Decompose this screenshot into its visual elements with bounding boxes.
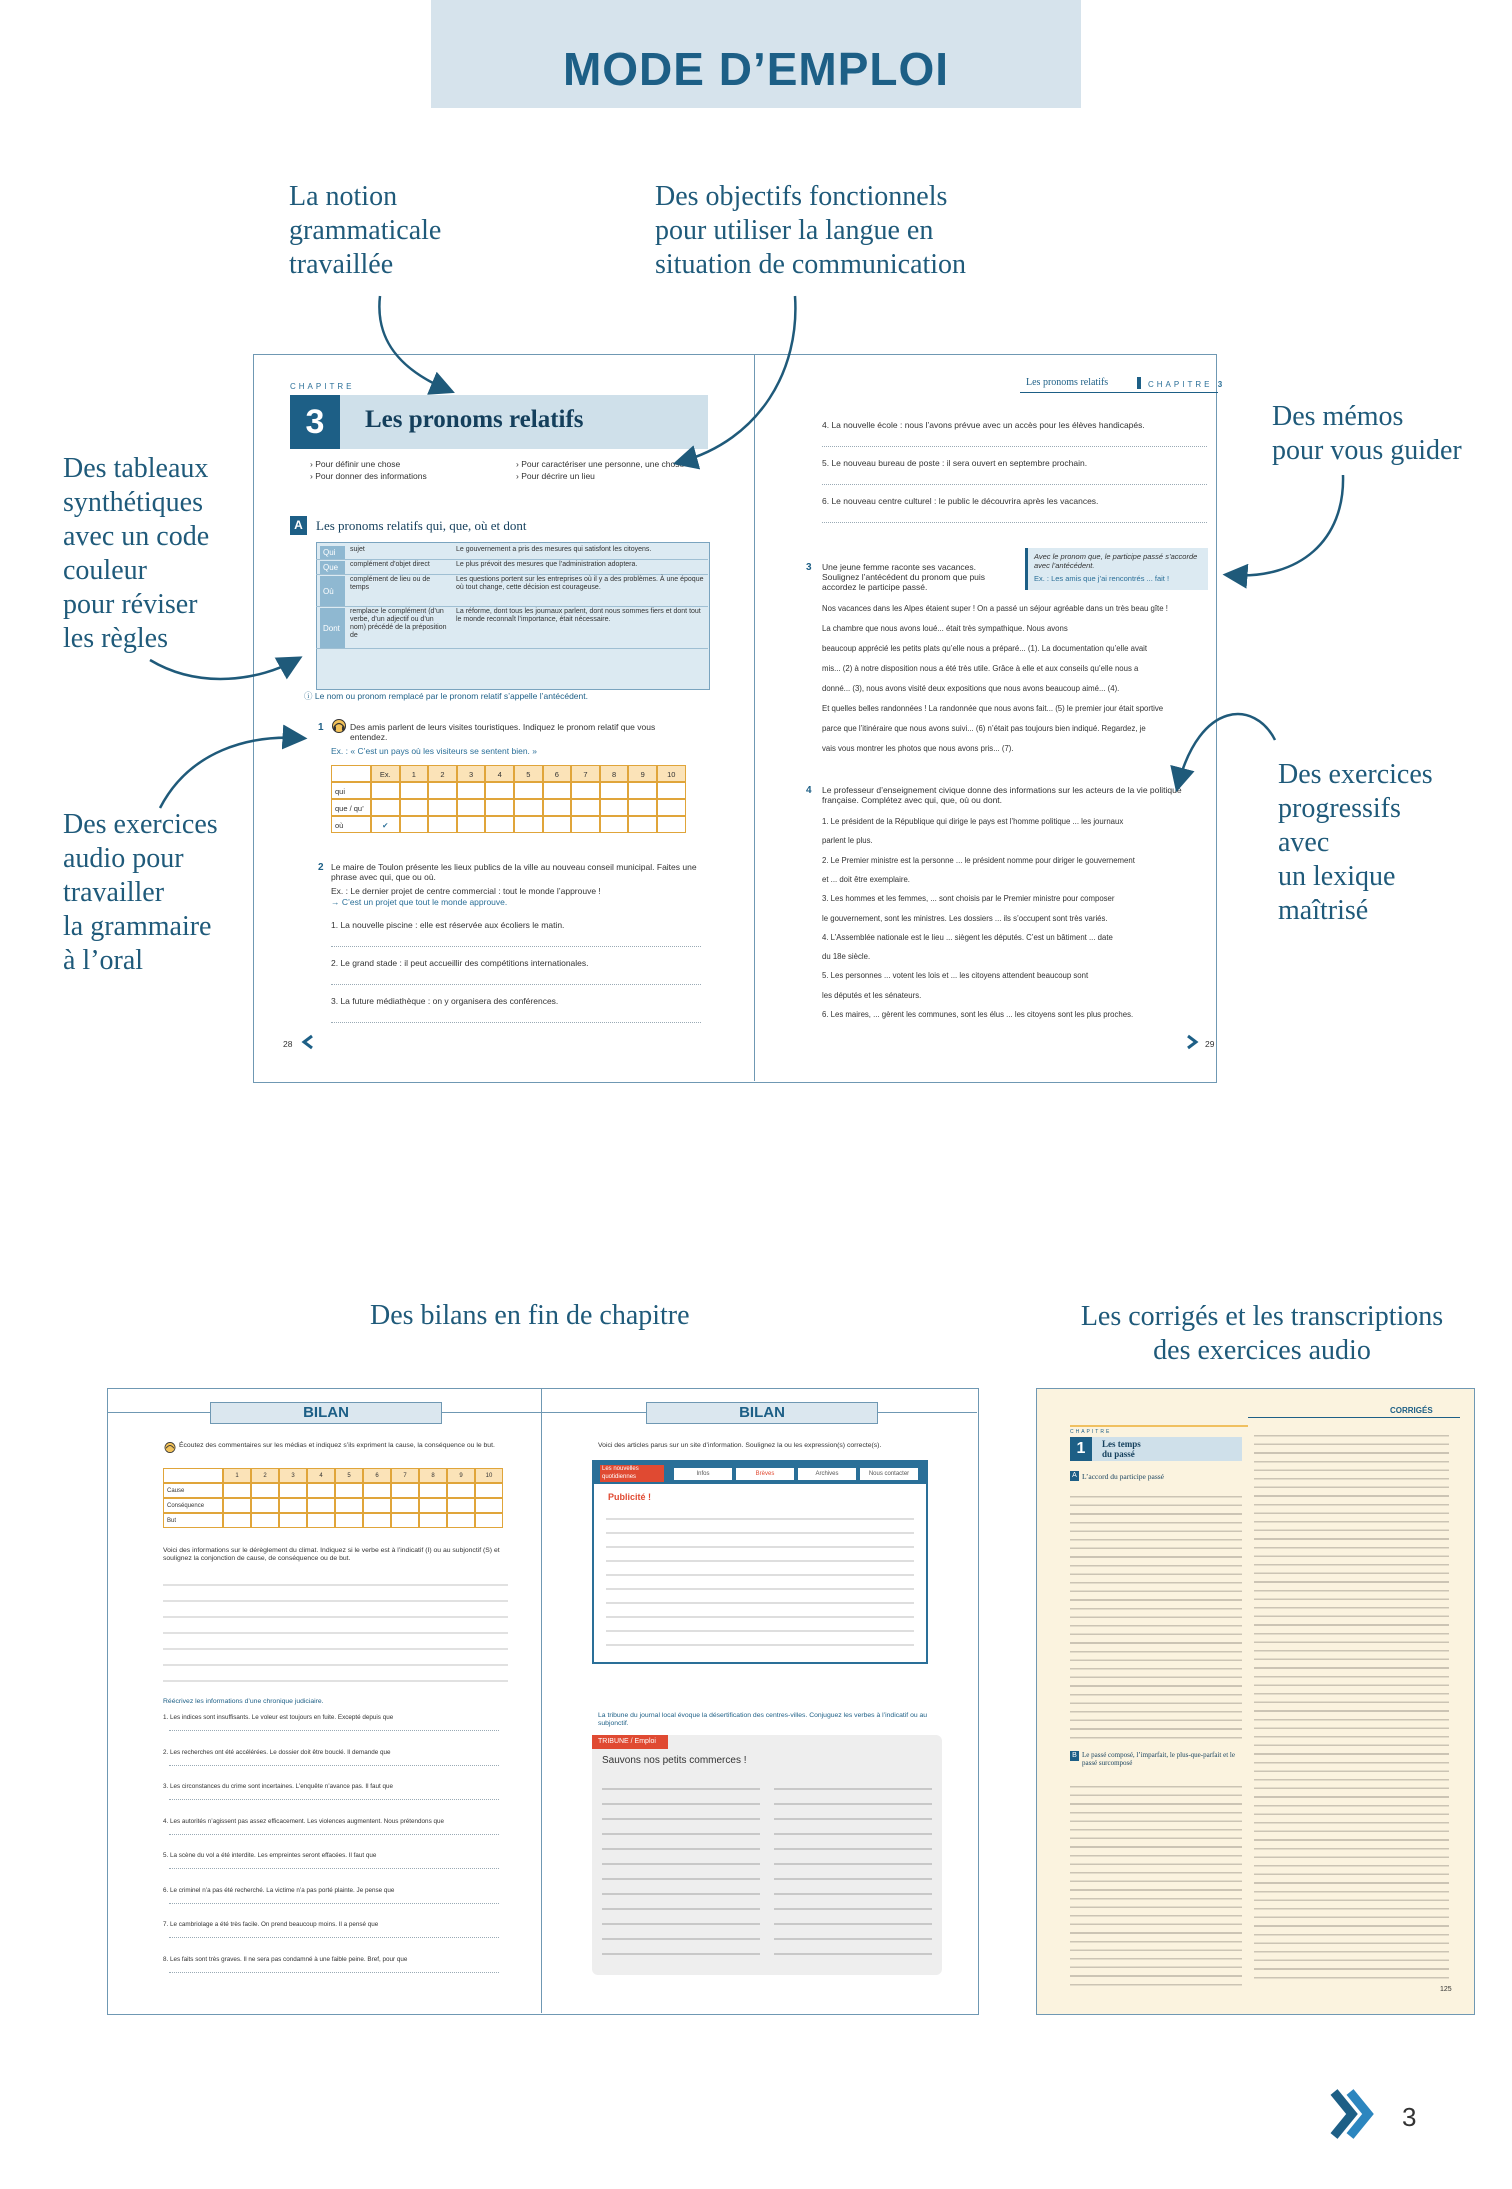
answer-line[interactable] (169, 1868, 499, 1869)
corriges-col-right (1254, 1428, 1449, 1983)
table-pronoun: Dont (320, 608, 345, 648)
bilan-grid-cell: 7 (391, 1468, 419, 1483)
bilan-grid-cell[interactable] (251, 1513, 279, 1528)
bilan-item: 4. Les autorités n’agissent pas assez efficacement. Les violences augmentent. Nous prétendons que (163, 1817, 444, 1825)
bilan-grid-cell: 4 (307, 1468, 335, 1483)
ex3-instruction: Une jeune femme raconte ses vacances. Soulignez l’antécédent du pronom que puis accordez le participe passé. (822, 562, 986, 592)
grid-cell[interactable] (457, 799, 486, 816)
chevron-double-icon (1330, 2088, 1380, 2145)
table-example: Le gouvernement a pris des mesures qui satisfont les citoyens. (456, 546, 652, 553)
ex3-line: Nos vacances dans les Alpes étaient super ! On a passé un séjour agréable dans un très beau gîte ! (822, 604, 1168, 613)
table-function: sujet (350, 546, 365, 553)
ex3-line: donné... (3), nous avons visité deux expositions que nous avons beaucoup aimé... (4). (822, 684, 1120, 693)
article-text (606, 1506, 914, 1656)
grid-cell: qui (331, 782, 371, 799)
bilan-grid-cell[interactable] (279, 1483, 307, 1498)
corriges-col-left (1070, 1425, 1248, 1997)
ex3-line: Et quelles belles randonnées ! La randonnée que nous avons fait... (5) le premier jour était sportive (822, 704, 1164, 713)
table-pronoun: Qui (320, 546, 345, 559)
site-logo: Les nouvelles quotidiennes (600, 1465, 664, 1482)
callout-audio: Des exercices audio pour travailler la grammaire à l’oral (63, 809, 218, 976)
answer-line[interactable] (822, 484, 1207, 485)
grid-cell[interactable]: ✔ (371, 816, 400, 833)
grid-cell[interactable] (657, 799, 686, 816)
ex3-number: 3 (806, 562, 812, 573)
ex3-line: beaucoup apprécié les petits plats qu’elle nous a préparé... (1). La documentation qu’elle avait (822, 644, 1148, 653)
ex2-instruction: Le maire de Toulon présente les lieux publics de la ville au nouveau conseil municipal. Faites une phrase avec qui, que ou où. (331, 862, 697, 882)
ex1-number: 1 (318, 722, 324, 733)
ex4-line: parlent le plus. (822, 836, 873, 846)
bilan-right-ex1: Voici des articles parus sur un site d’information. Soulignez la ou les expression(s) correcte(s). (598, 1442, 882, 1449)
bilan-grid-cell: 2 (251, 1468, 279, 1483)
bilan-grid-cell[interactable] (419, 1513, 447, 1528)
ex3-line: parce que l’itinéraire que nous avons suivi... (6) n’était pas toujours bien indiqué. Regardez, je (822, 724, 1146, 733)
corriges-header-rule (1248, 1417, 1460, 1418)
table-example: La réforme, dont tous les journaux parlent, dont nous sommes fiers et dont tout le monde reconnaît l’importance, était nécessaire. (456, 608, 701, 623)
ex3-line: vais vous montrer les photos que nous avons pris... (7). (822, 744, 1014, 753)
page-number-right: 29 (1205, 1039, 1215, 1049)
objective-4: › Pour décrire un lieu (516, 471, 595, 481)
ex4-line: 5. Les personnes ... votent les lois et ... les citoyens attendent beaucoup sont (822, 971, 1089, 981)
bilan-grid-cell[interactable] (307, 1498, 335, 1513)
ex1-example: Ex. : « C’est un pays où les visiteurs se sentent bien. » (331, 746, 537, 756)
tribune-col-1 (602, 1775, 760, 1965)
ex1-answer-grid (331, 765, 686, 845)
bilan-grid-cell[interactable] (475, 1483, 503, 1498)
ex4-line: 3. Les hommes et les femmes, ... sont choisis par le Premier ministre pour composer (822, 894, 1115, 904)
corriges-chapter-title: Les temps du passé (1102, 1439, 1141, 1459)
arrow-icon (1230, 475, 1343, 575)
grid-header-cell: 2 (428, 765, 457, 782)
table-function: remplace le complément (d’un verbe, d’un adjectif ou d’un nom) précédé de la préposition de (350, 608, 447, 639)
grid-cell[interactable] (428, 816, 457, 833)
bilan-grid-cell[interactable] (279, 1498, 307, 1513)
corriges-chapter-num: 1 (1070, 1437, 1092, 1461)
grid-cell[interactable] (485, 782, 514, 799)
callout-progressifs: Des exercices progressifs avec un lexique maîtrisé (1278, 759, 1433, 926)
ex2-item: 1. La nouvelle piscine : elle est réservée aux écoliers le matin. (331, 920, 565, 930)
grid-cell[interactable] (657, 816, 686, 833)
bilan-grid-cell[interactable] (363, 1483, 391, 1498)
website-mock (592, 1460, 928, 1664)
bilan-grid-cell[interactable] (447, 1483, 475, 1498)
chapter-number: 3 (290, 395, 340, 449)
grid-cell[interactable] (485, 816, 514, 833)
callout-objectifs: Des objectifs fonctionnels pour utiliser la langue en situation de communication (655, 181, 967, 280)
grid-cell[interactable] (571, 799, 600, 816)
bilan-grid-cell: But (163, 1513, 223, 1528)
ex1-instruction: Des amis parlent de leurs visites touristiques. Indiquez le pronom relatif que vous entendez. (350, 722, 656, 742)
tribune-label: TRIBUNE / Emploi (592, 1735, 668, 1749)
ex4-number: 4 (806, 785, 812, 796)
bilan-grid-cell[interactable] (335, 1483, 363, 1498)
grid-cell[interactable] (571, 782, 600, 799)
grid-header-cell: 1 (400, 765, 429, 782)
ex2-example: Ex. : Le dernier projet de centre commercial : tout le monde l’approuve ! (331, 886, 601, 896)
table-pronoun: Que (320, 561, 345, 574)
table-row (316, 561, 708, 575)
grid-cell[interactable] (571, 816, 600, 833)
ex2-item: 2. Le grand stade : il peut accueillir des compétitions internationales. (331, 958, 589, 968)
table-row (316, 608, 708, 649)
grid-header-cell: 4 (485, 765, 514, 782)
grid-cell[interactable] (428, 782, 457, 799)
grid-cell[interactable] (628, 816, 657, 833)
tribune-col-2 (774, 1775, 932, 1965)
site-tab[interactable]: Nous contacter (860, 1468, 918, 1480)
grid-cell[interactable] (485, 799, 514, 816)
answer-line[interactable] (169, 1765, 499, 1766)
bilan-grid-cell: Cause (163, 1483, 223, 1498)
answer-line[interactable] (331, 1022, 701, 1023)
bilan-tab-right: BILAN (646, 1402, 878, 1424)
corriges-text-b (1070, 1779, 1242, 1989)
grid-header-cell: 5 (514, 765, 543, 782)
grid-cell[interactable] (371, 799, 400, 816)
corriges-chapter-label: CHAPITRE (1070, 1429, 1112, 1435)
corriges-sec-a-title: L’accord du participe passé (1082, 1472, 1164, 1481)
grid-header-cell: 3 (457, 765, 486, 782)
site-article-title: Publicité ! (608, 1492, 652, 1502)
corriges-sec-a: A (1070, 1471, 1079, 1481)
bilan-grid-cell: 6 (363, 1468, 391, 1483)
spread-spine (754, 354, 755, 1081)
grid-cell[interactable] (600, 799, 629, 816)
bilans-label: Des bilans en fin de chapitre (370, 1300, 690, 1331)
corriges-page-number: 125 (1440, 1986, 1452, 1993)
page-title: MODE D’EMPLOI (562, 43, 950, 95)
bilan-grid-cell[interactable] (251, 1498, 279, 1513)
bilan-grid-cell: Conséquence (163, 1498, 223, 1513)
bilan-grid-cell[interactable] (223, 1483, 251, 1498)
header-bar (1137, 377, 1141, 389)
grid-cell[interactable] (371, 782, 400, 799)
ex4-line: 4. L’Assemblée nationale est le lieu ... siègent les députés. C’est un bâtiment ... date (822, 932, 1113, 942)
bilan-grid-cell[interactable] (335, 1498, 363, 1513)
bilan-grid-cell[interactable] (363, 1513, 391, 1528)
bilan-grid-cell: 9 (447, 1468, 475, 1483)
bilan-item: 8. Les faits sont très graves. Il ne sera pas condamné à une faible peine. Bref, pour que (163, 1955, 408, 1963)
grid-cell[interactable] (457, 816, 486, 833)
headphones-icon[interactable] (330, 719, 348, 733)
bilan-grid-cell[interactable] (419, 1498, 447, 1513)
bilan-grid-cell[interactable] (475, 1498, 503, 1513)
chapter-label: CHAPITRE (290, 382, 355, 391)
site-tab[interactable]: Archives (798, 1468, 856, 1480)
bilan-ex2: Voici des informations sur le dérèglement du climat. Indiquez si le verbe est à l’indicatif (I) ou au subjonctif (S) et soulignez la conjonction de cause, de conséquence ou de but. (163, 1547, 500, 1562)
chevron-right-icon[interactable] (1184, 1034, 1200, 1055)
site-tabs (674, 1468, 924, 1480)
tribune-box (592, 1735, 942, 1975)
table-row (316, 546, 708, 560)
callout-memos: Des mémos pour vous guider (1272, 401, 1462, 466)
grid-header-cell: 9 (628, 765, 657, 782)
bilan-grid-cell[interactable] (391, 1483, 419, 1498)
answer-line[interactable] (169, 1799, 499, 1800)
bilan-grid-cell[interactable] (419, 1483, 447, 1498)
answer-line[interactable] (169, 1937, 499, 1938)
bilan-item: 7. Le cambriolage a été très facile. On prend beaucoup moins. Il a pensé que (163, 1921, 379, 1928)
memo-example: Ex. : Les amis que j’ai rencontrés ... fait ! (1034, 574, 1170, 583)
grid-cell[interactable] (628, 799, 657, 816)
chevron-left-icon[interactable] (300, 1034, 316, 1055)
bilan-grid-cell[interactable] (335, 1513, 363, 1528)
bilan-answer-grid (163, 1468, 503, 1524)
bilan-grid-cell[interactable] (391, 1513, 419, 1528)
objective-1: › Pour définir une chose (310, 459, 401, 469)
ex4-line: 1. Le président de la République qui dirige le pays est l’homme politique ... les journaux (822, 817, 1124, 826)
grid-cell[interactable] (400, 782, 429, 799)
grid-cell[interactable] (400, 799, 429, 816)
corriges-sec-b-title: Le passé composé, l’imparfait, le plus-que-parfait et le passé surcomposé (1082, 1751, 1235, 1767)
callout-notion: La notion grammaticale travaillée (289, 181, 442, 280)
answer-line[interactable] (822, 522, 1207, 523)
grid-cell[interactable] (514, 799, 543, 816)
grid-cell[interactable] (543, 816, 572, 833)
grid-header-cell (331, 765, 371, 782)
grid-cell[interactable] (628, 782, 657, 799)
bilan-grid-cell[interactable] (363, 1498, 391, 1513)
page-number-left: 28 (283, 1039, 293, 1049)
grid-cell[interactable] (600, 782, 629, 799)
ex-item: 5. Le nouveau bureau de poste : il sera ouvert en septembre prochain. (822, 458, 1088, 468)
text-lines (163, 1570, 508, 1690)
grid-cell[interactable] (543, 782, 572, 799)
answer-line[interactable] (169, 1903, 499, 1904)
grid-cell[interactable] (457, 782, 486, 799)
bilan-item: 2. Les recherches ont été accélérées. Le dossier doit être bouclé. Il demande que (163, 1748, 391, 1756)
bilan-grid-cell: 5 (335, 1468, 363, 1483)
grid-cell[interactable] (428, 799, 457, 816)
corriges-label: Les corrigés et les transcriptions des exercices audio (1080, 1301, 1444, 1366)
objective-2: › Pour donner des informations (310, 471, 427, 481)
corriges-sec-b: B (1070, 1751, 1079, 1761)
ex2-answer: → C’est un projet que tout le monde approuve. (331, 897, 508, 907)
bilan-grid-cell[interactable] (307, 1513, 335, 1528)
bilan-grid-cell: 3 (279, 1468, 307, 1483)
grid-cell[interactable] (514, 782, 543, 799)
bilan-ex1: Écoutez des commentaires sur les médias et indiquez s’ils expriment la cause, la conséquence ou le but. (179, 1442, 495, 1449)
bilan-grid-cell[interactable] (475, 1513, 503, 1528)
grid-cell: où (331, 816, 371, 833)
grid-cell[interactable] (657, 782, 686, 799)
answer-line[interactable] (169, 1972, 499, 1973)
memo-text: Avec le pronom que, le participe passé s’accorde avec l’antécédent. (1034, 552, 1198, 570)
table-example: Les questions portent sur les entreprises où il y a des problèmes. À une époque où tout change, cette décision est courageuse. (456, 576, 704, 591)
grid-cell[interactable] (543, 799, 572, 816)
grid-header-cell: 10 (657, 765, 686, 782)
ex4-line: le gouvernement, sont les ministres. Les dossiers ... ils s’occupent sont très variés. (822, 913, 1108, 923)
grid-header-cell: 7 (571, 765, 600, 782)
bilan-grid-cell[interactable] (223, 1498, 251, 1513)
grid-header-cell: Ex. (371, 765, 400, 782)
ex4-instruction: Le professeur d’enseignement civique donne des informations sur les acteurs de la vie politique française. Complétez avec qui, que, où ou dont. (822, 785, 1182, 805)
running-chapter-label: CHAPITRE 3 (1148, 380, 1226, 389)
corriges-text-a (1070, 1489, 1242, 1739)
ex4-line: et ... doit être exemplaire. (822, 874, 910, 884)
grid-header-cell: 6 (543, 765, 572, 782)
header-rule (1020, 392, 1218, 393)
ex3-line: La chambre que nous avons loué... était très sympathique. Nous avons (822, 624, 1068, 633)
bilan-grid-cell[interactable] (307, 1483, 335, 1498)
callout-tableaux: Des tableaux synthétiques avec un code couleur pour réviser les règles (63, 453, 210, 654)
ex4-line: 6. Les maires, ... gèrent les communes, sont les élus ... les citoyens sont les plus proches. (822, 1010, 1134, 1019)
bilan-grid-cell[interactable] (279, 1513, 307, 1528)
ex4-line: les députés et les sénateurs. (822, 990, 922, 1000)
objective-3: › Pour caractériser une personne, une chose (516, 459, 685, 469)
section-a-title: Les pronoms relatifs qui, que, où et dont (316, 518, 527, 533)
bilan-item: 3. Les circonstances du crime sont incertaines. L’enquête n’avance pas. Il faut que (163, 1783, 393, 1790)
bilan-grid-cell: 1 (223, 1468, 251, 1483)
bilan-grid-cell[interactable] (251, 1483, 279, 1498)
bilan-grid-cell: 10 (475, 1468, 503, 1483)
grid-cell[interactable] (514, 816, 543, 833)
page-number: 3 (1402, 2102, 1417, 2132)
bilan-spine (541, 1388, 542, 2013)
memo-box (1025, 548, 1208, 590)
table-function: complément d’objet direct (350, 561, 430, 568)
bilan-item: 1. Les indices sont insuffisants. Le voleur est toujours en fuite. Excepté depuis que (163, 1714, 394, 1721)
ex-item: 6. Le nouveau centre culturel : le public le découvrira après les vacances. (822, 496, 1099, 506)
table-row (316, 576, 708, 607)
bilan-grid-cell[interactable] (447, 1498, 475, 1513)
bilan-ex3: Réécrivez les informations d’une chronique judiciaire. (163, 1698, 324, 1705)
bilan-tab-left: BILAN (210, 1402, 442, 1424)
table-function: complément de lieu ou de temps (350, 576, 431, 591)
answer-line[interactable] (169, 1834, 499, 1835)
answer-line[interactable] (169, 1730, 499, 1731)
ex-item: 4. La nouvelle école : nous l’avons prévue avec un accès pour les élèves handicapés. (822, 420, 1145, 430)
grid-cell: que / qu’ (331, 799, 371, 816)
table-pronoun: Où (320, 576, 345, 606)
section-a-badge: A (290, 516, 307, 535)
bilan-grid-cell[interactable] (391, 1498, 419, 1513)
site-tab[interactable]: Brèves (736, 1468, 794, 1480)
ex4-line: 2. Le Premier ministre est la personne ... le président nomme pour diriger le gouvernement (822, 855, 1135, 865)
bilan-grid-cell[interactable] (447, 1513, 475, 1528)
bilan-grid-cell: 8 (419, 1468, 447, 1483)
answer-line[interactable] (822, 446, 1207, 447)
table-note: ⓘ Le nom ou pronom remplacé par le pronom relatif s’appelle l’antécédent. (304, 691, 588, 701)
corriges-header: CORRIGÉS (1390, 1406, 1433, 1415)
grid-cell[interactable] (600, 816, 629, 833)
answer-line[interactable] (331, 984, 701, 985)
bilan-item: 5. La scène du vol a été interdite. Les empreintes seront effacées. Il faut que (163, 1852, 377, 1859)
grid-cell[interactable] (400, 816, 429, 833)
tribune-title: Sauvons nos petits commerces ! (602, 1755, 747, 1766)
bilan-grid-cell[interactable] (223, 1513, 251, 1528)
running-header: Les pronoms relatifs (1026, 377, 1109, 388)
bilan-item: 6. Le criminel n’a pas été recherché. La victime n’a pas porté plainte. Je pense que (163, 1886, 395, 1894)
grid-header-cell: 8 (600, 765, 629, 782)
table-example: Le plus prévoit des mesures que l’administration adoptera. (456, 561, 638, 568)
ex4-line: du 18e siècle. (822, 952, 871, 962)
bilan-right-ex2: La tribune du journal local évoque la désertification des centres-villes. Conjuguez les verbes à l’indicatif ou au subjonctif. (598, 1712, 928, 1727)
ex3-line: mis... (2) à notre disposition nous a été très utile. Grâce à elle et aux conseils qu’elle nous a (822, 664, 1139, 673)
answer-line[interactable] (331, 946, 701, 947)
ex2-item: 3. La future médiathèque : on y organisera des conférences. (331, 996, 559, 1006)
ex2-number: 2 (318, 862, 324, 873)
site-tab[interactable]: Infos (674, 1468, 732, 1480)
bilan-grid-cell (163, 1468, 223, 1483)
chapter-title: Les pronoms relatifs (365, 406, 584, 433)
